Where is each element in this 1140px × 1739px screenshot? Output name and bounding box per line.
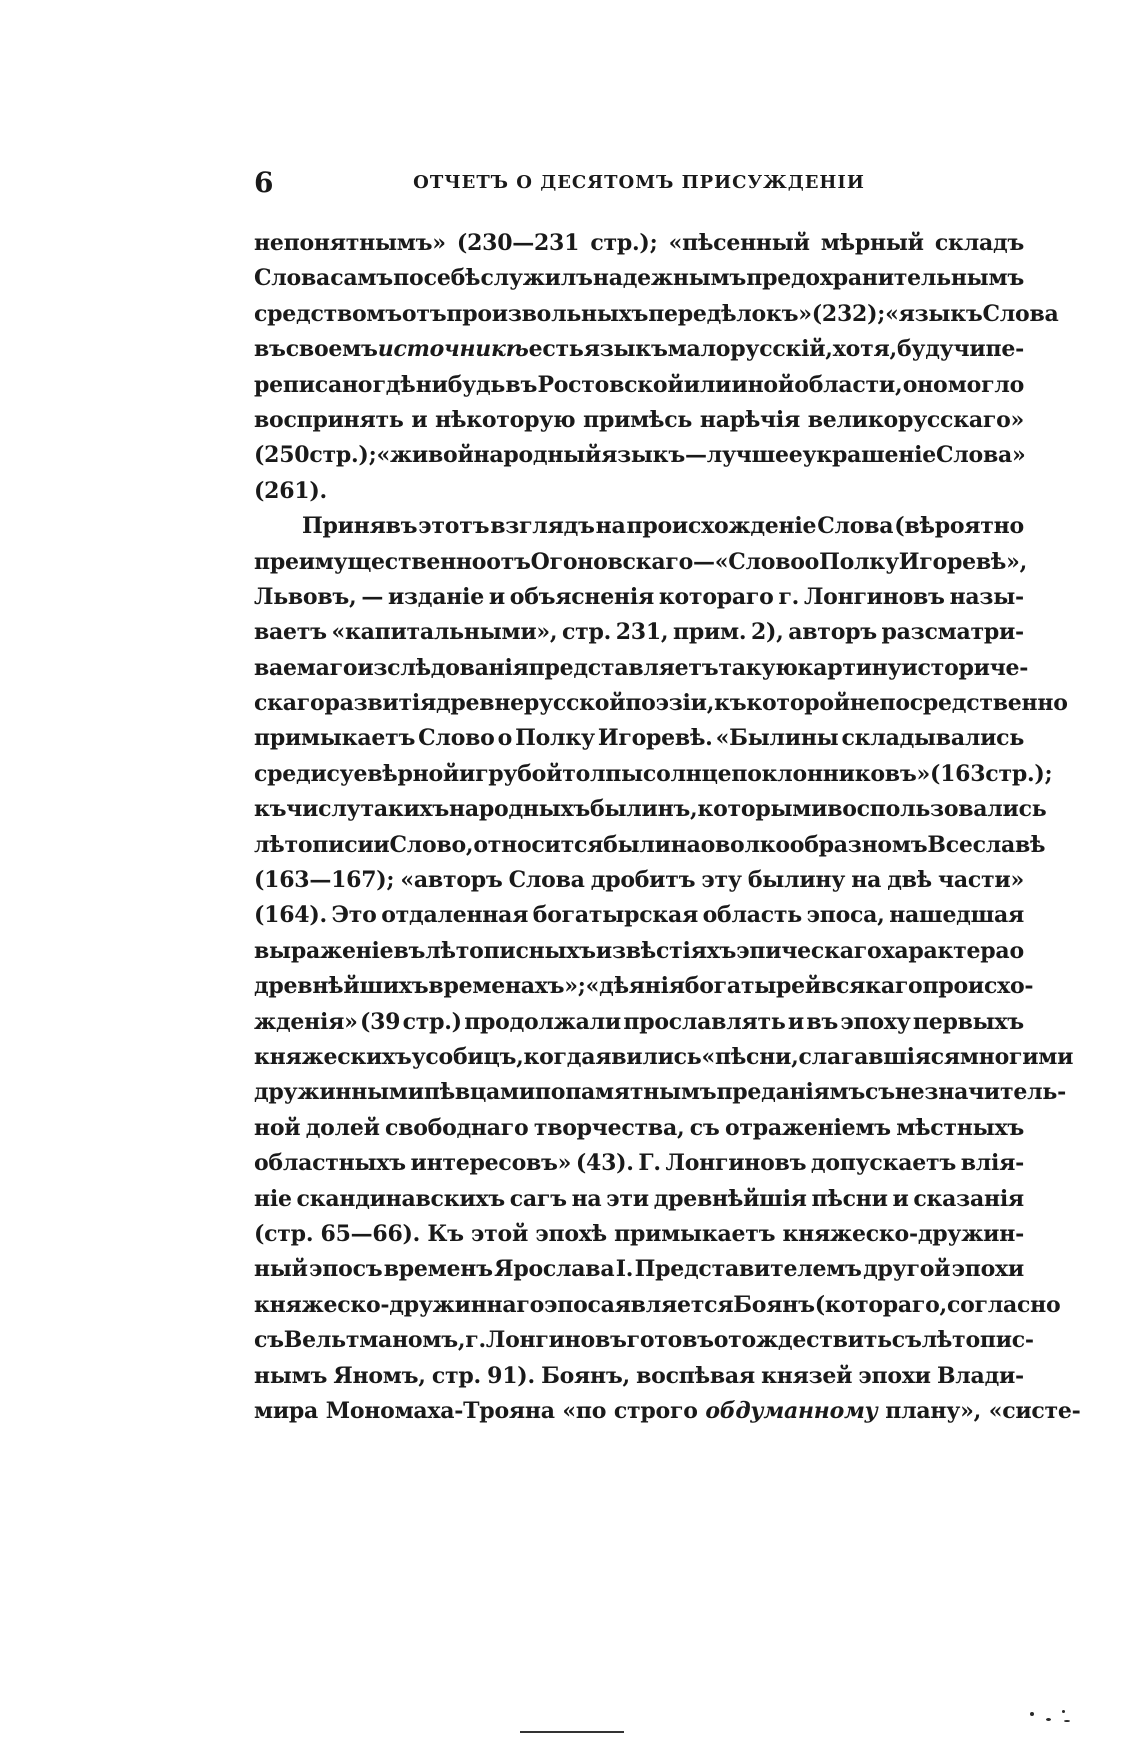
text-line: воспринять и нѣкоторую примѣсь нарѣчія великорусскаго» bbox=[254, 406, 1024, 433]
text-line: въ своемъ источникѣ есть языкъ малорусскій, хотя, будучи пе- bbox=[254, 336, 1024, 363]
text-line: (164). Это отдаленная богатырская область эпоса, нашедшая bbox=[254, 902, 1024, 929]
text-line: ной долей свободнаго творчества, съ отраженіемъ мѣстныхъ bbox=[254, 1114, 1024, 1141]
text-line: областныхъ интересовъ» (43). Г. Лонгиновъ допускаетъ влія- bbox=[254, 1150, 1024, 1177]
text-line: (261). bbox=[254, 477, 327, 504]
text-line: среди суевѣрной и грубой толпы солнцепоклонниковъ» (163 стр.); bbox=[254, 760, 1053, 787]
page-number: 6 bbox=[254, 166, 274, 199]
text-line: (стр. 65—66). Къ этой эпохѣ примыкаетъ княжеско-дружин- bbox=[254, 1220, 1024, 1247]
text-line: скаго развитія древнерусской поэзіи, къ которой непосредственно bbox=[254, 690, 1068, 717]
text-line: средствомъ отъ произвольныхъ передѣлокъ» (232); «языкъ Слова bbox=[254, 300, 1059, 327]
text-line: ный эпосъ временъ Ярослава I. Представителемъ другой эпохи bbox=[254, 1256, 1024, 1283]
text-line: непонятнымъ» (230—231 стр.); «пѣсенный мѣрный складъ bbox=[254, 230, 1024, 256]
paragraph bbox=[254, 226, 1059, 509]
text-line: ваетъ «капитальными», стр. 231, прим. 2), авторъ разсматри- bbox=[254, 619, 1024, 646]
text-line: ніе скандинавскихъ сагъ на эти древнѣйшія пѣсни и сказанія bbox=[254, 1185, 1024, 1212]
text-line: княжеско-дружиннаго эпоса является Боянъ (котораго, согласно bbox=[254, 1291, 1061, 1318]
text-line: къ числу такихъ народныхъ былинъ, которыми воспользовались bbox=[254, 796, 1047, 823]
text-line: реписано гдѣ нибудь въ Ростовской или иной области, оно могло bbox=[254, 371, 1024, 398]
text-line: (250 стр.); «живой народный языкъ — лучшее украшеніе Слова» bbox=[254, 442, 1026, 469]
text-line: лѣтописи и Слово, относится былина о волкообразномъ Всеславѣ bbox=[254, 831, 1046, 858]
text-line: съ Вельтманомъ, г. Лонгиновъ готовъ отождествить съ лѣтопис- bbox=[254, 1327, 1034, 1354]
text-line: дружинными пѣвцами по памятнымъ преданіямъ съ незначитель- bbox=[254, 1079, 1066, 1106]
text-line: жденія» (39 стр.) продолжали прославлять и въ эпоху первыхъ bbox=[254, 1008, 1024, 1035]
text-line: нымъ Яномъ, стр. 91). Боянъ, воспѣвая князей эпохи Влади- bbox=[254, 1362, 1024, 1389]
text-line: (163—167); «авторъ Слова дробитъ эту былину на двѣ части» bbox=[254, 867, 1024, 894]
text-line: княжескихъ усобицъ, когда явились «пѣсни, слагавшіяся многими bbox=[254, 1043, 1074, 1070]
body-text bbox=[254, 226, 1081, 1429]
text-line: Львовъ, — изданіе и объясненія котораго г. Лонгиновъ назы- bbox=[254, 583, 1024, 610]
text-line: преимущественно отъ Огоновскаго — «Слово о Полку Игоревѣ», bbox=[254, 548, 1028, 575]
text-line: выраженіе въ лѣтописныхъ извѣстіяхъ эпическаго характера о bbox=[254, 937, 1024, 964]
running-title: ОТЧЕТЪ О ДЕСЯТОМЪ ПРИСУЖДЕНІИ bbox=[413, 172, 865, 193]
text-line: ваемаго изслѣдованія представляетъ такую картину историче- bbox=[254, 654, 1029, 681]
text-line: древнѣйшихъ временахъ»; «дѣянія богатырей всякаго происхо- bbox=[254, 973, 1034, 1000]
print-specks bbox=[1030, 1706, 1090, 1726]
paragraph bbox=[254, 509, 1081, 1429]
text-line: примыкаетъ Слово о Полку Игоревѣ. «Былины складывались bbox=[254, 725, 1024, 752]
running-head bbox=[254, 168, 1024, 198]
text-line: Принявъ этотъ взглядъ на происхожденіе Слова (вѣроятно bbox=[302, 513, 1024, 540]
text-line: Слова самъ по себѣ служилъ надежнымъ предохранительнымъ bbox=[254, 265, 1024, 292]
text-line: мира Мономаха-Трояна «по строго обдуманному плану», «систе- bbox=[254, 1397, 1081, 1424]
footer-rule bbox=[520, 1731, 624, 1733]
